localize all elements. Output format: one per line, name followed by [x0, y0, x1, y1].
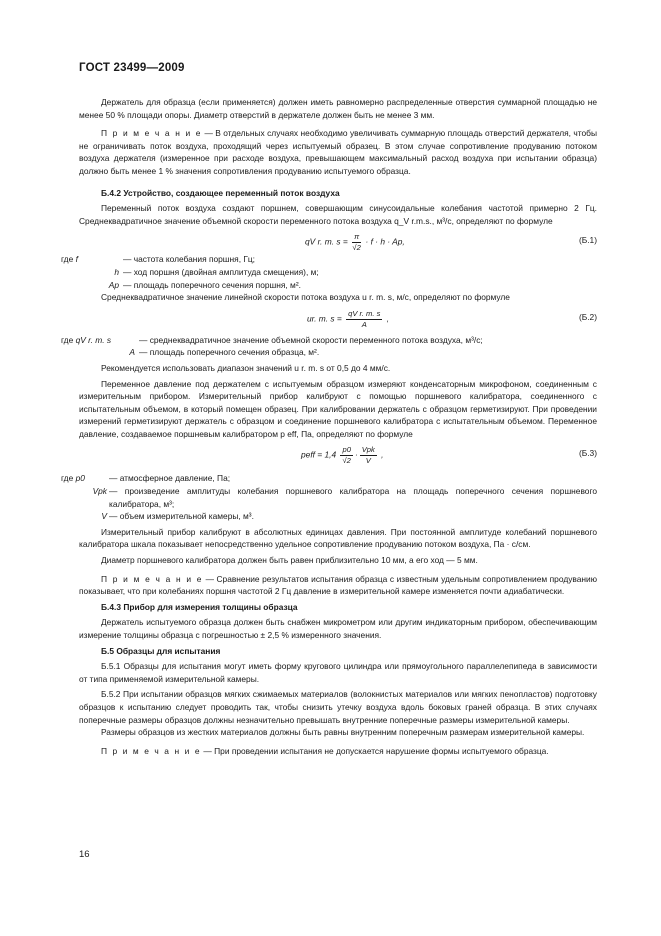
definition-text: — атмосферное давление, Па; — [109, 473, 231, 484]
formula-b2-fraction — [346, 309, 382, 330]
section-heading-b5: Б.5 Образцы для испытания — [101, 645, 221, 656]
section-heading-b43: Б.4.3 Прибор для измерения толщины образца — [101, 601, 298, 612]
definition-symbol: qV r. m. s — [75, 334, 112, 345]
formula-b2-definitions — [61, 334, 597, 359]
formula-b3-fraction-1 — [340, 445, 352, 466]
page-number: 16 — [79, 849, 90, 860]
formula-b3-lhs: peff = 1,4 — [301, 450, 337, 461]
definition-text: — среднеквадратичное значение объемной скорости переменного потока воздуха, м³/с; — [139, 334, 483, 345]
formula-b3-fraction-2 — [360, 445, 377, 466]
formula-b2 — [79, 304, 597, 334]
where-word: где — [61, 254, 74, 265]
paragraph-calibration: Измерительный прибор калибруют в абсолютных единицах давления. При постоянной амплитуде колебаний поршневого калибратора шкала показывает непосредственно удельное сопротивление продуванию потоком воздуха, Па · с/см. — [79, 526, 597, 550]
note-text: — При проведении испытания не допускается нарушение формы испытуемого образца. — [201, 745, 549, 756]
formula-b2-numerator: qV r. m. s — [348, 308, 381, 318]
definition-row — [79, 266, 597, 279]
paragraph-velocity-range: Рекомендуется использовать диапазон значений u r. m. s от 0,5 до 4 мм/с. — [101, 362, 391, 373]
definition-text: — площадь поперечного сечения образца, м². — [139, 347, 320, 358]
where-word: где — [61, 334, 74, 345]
paragraph-thickness: Держатель испытуемого образца должен быть снабжен микрометром или другим индикаторным прибором, обеспечивающим измерение толщины образца с погрешностью ± 2,5 % измеренного значения. — [79, 617, 597, 640]
formula-b3-rhs: , — [381, 450, 384, 461]
note-sample-shape — [79, 745, 597, 758]
formula-b2-number: (Б.2) — [578, 311, 597, 322]
formula-b3: peff = 1,4 $\frac{p0}{√2}$ · $\frac{\text{Vpk}}{V}$ , (Б.3) — [301, 445, 597, 466]
section-heading-b42: Б.4.2 Устройство, создающее переменный поток воздуха — [101, 187, 340, 198]
note-holder-resistance — [79, 127, 597, 177]
formula-b3-denominator-1: √2 — [342, 456, 351, 466]
definition-symbol: A — [129, 347, 135, 358]
formula-b1-definitions — [61, 253, 597, 291]
paragraph-rigid-samples: Размеры образцов из жестких материалов должны быть равны внутренним поперечным размерам измерительной камеры. — [101, 727, 585, 738]
definition-symbol: V — [101, 511, 107, 522]
definition-text: — площадь поперечного сечения поршня, м². — [123, 279, 301, 290]
definition-row — [61, 334, 597, 347]
paragraph-b51: Б.5.1 Образцы для испытания могут иметь форму кругового цилиндра или прямоугольного параллелепипеда в зависимости от типа применяемой измерительной камеры. — [79, 661, 597, 684]
formula-b2-denominator: A — [361, 319, 367, 329]
note-adiabatic — [79, 573, 597, 598]
formula-b2-rhs: , — [386, 313, 390, 324]
definition-text: — частота колебания поршня, Гц; — [123, 254, 256, 265]
formula-b1-denominator: √2 — [352, 243, 361, 253]
formula-b1-numerator: π — [354, 232, 360, 242]
definition-symbol: Vpk — [92, 486, 107, 497]
definition-text: — ход поршня (двойная амплитуда смещения), м; — [123, 266, 319, 277]
formula-b3-definitions — [61, 472, 597, 522]
formula-b3-denominator-2: V — [365, 456, 371, 466]
formula-b1 — [79, 227, 597, 253]
definition-text: — произведение амплитуды колебания поршневого калибратора на площадь поперечного сечения поршневого калибратора, м³; — [109, 486, 597, 509]
paragraph-linear-velocity: Среднеквадратичное значение линейной скорости потока воздуха u r. m. s, м/с, определяют по формуле — [101, 292, 510, 303]
note-label: П р и м е ч а н и е — [101, 573, 204, 584]
definition-row — [61, 472, 597, 485]
definition-symbol: f — [75, 254, 78, 265]
definition-row — [79, 346, 597, 359]
formula-b3-numerator-1: p0 — [342, 445, 351, 455]
paragraph-pressure-measurement: Переменное давление под держателем с испытуемым образцом измеряют конденсаторным микрофоном, соединенным с измерительным прибором. Измерительный прибор калибруют с помощью поршневого калибратора, соединенного с испытательным объемом, в который помещен образец. При калибровании держатель с образцом герметизируют. При проведении измерений герметизируют держатель с образцом и соединение поршневого калибратора с испытательным объемом. Переменное давление, создаваемое поршневым калибратором p eff, Па, определяют по формуле — [79, 378, 597, 439]
document-body — [61, 96, 597, 757]
note-text: — В отдельных случаях необходимо увеличивать суммарную площадь отверстий держателя, чтобы не ограничивать поток воздуха, проходящий через испытуемый образец. В этом случае сопротивление продуванию потоком воздуха держателя (измеренное при расходе воздуха, превышающем максимальный расход воздуха при испытании образца) должно быть менее 1 % значения сопротивления продуванию испытуемого образца. — [79, 128, 597, 176]
definition-row — [61, 253, 597, 266]
formula-b1-lhs: qV r. m. s = — [305, 237, 348, 248]
formula-b3-numerator-2: Vpk — [361, 445, 375, 455]
formula-b1-number: (Б.1) — [578, 235, 597, 246]
note-text: — Сравнение результатов испытания образца с известным удельным сопротивлением продуванию показывает, что при колебаниях поршня частотой 2 Гц давление в измерительной камере изменяется почти адиабатически. — [79, 573, 597, 597]
definition-row — [79, 279, 597, 292]
paragraph-alternating-flow: Переменный поток воздуха создают поршнем, совершающим синусоидальные колебания частотой примерно 2 Гц. Среднеквадратичное значение объемной скорости переменного потока воздуха q_V r.m.s., м³/с, определяют по формуле — [79, 203, 597, 226]
note-label: П р и м е ч а н и е — [101, 745, 202, 756]
paragraph-b52: Б.5.2 При испытании образцов мягких сжимаемых материалов (волокнистых материалов или мягких пенопластов) подготовку образцов к испытанию следует проводить так, чтобы снизить утечку воздуха вдоль боковых граней образца. В этих случаях поперечные размеры образцов должны незначительно превышать внутренние поперечные размеры измерительной камеры. — [79, 689, 597, 725]
page-header-title: ГОСТ 23499—2009 — [79, 62, 185, 74]
formula-b1-fraction — [352, 232, 361, 253]
formula-b2-lhs: ur. m. s = — [307, 313, 342, 324]
formula-b1-rhs: · f · h · Ap, — [365, 237, 405, 248]
paragraph-calibrator-diameter: Диаметр поршневого калибратора должен быть равен приблизительно 10 мм, а его ход — 5 мм. — [101, 555, 478, 566]
definition-text: — объем измерительной камеры, м³. — [109, 511, 254, 522]
definition-row — [79, 510, 597, 523]
definition-symbol: Ap — [108, 279, 119, 290]
where-word: где — [61, 473, 74, 484]
paragraph-holder-holes: Держатель для образца (если применяется) должен иметь равномерно распределенные отверстия суммарной площадью не менее 50 % площади опоры. Диаметр отверстий в держателе должен быть не менее 3 мм. — [79, 97, 597, 120]
formula-b3-number: (Б.3) — [578, 448, 597, 459]
definition-symbol: h — [114, 266, 119, 277]
definition-symbol: p0 — [75, 473, 85, 484]
definition-row — [79, 485, 597, 510]
note-label: П р и м е ч а н и е — [101, 128, 203, 139]
